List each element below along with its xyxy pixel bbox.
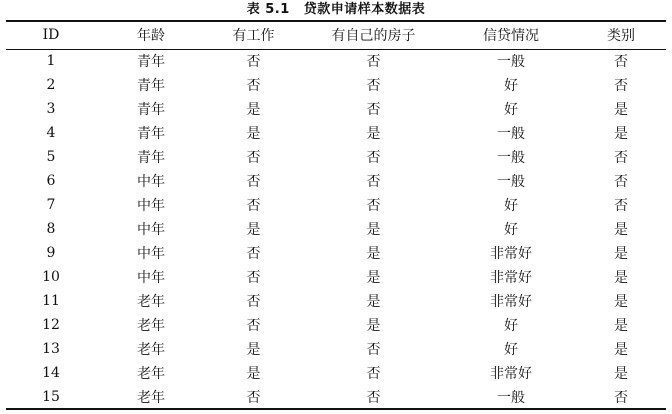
header-credit: 信贷情况 xyxy=(446,21,576,49)
cell-id: 4 xyxy=(46,125,56,141)
cell-own-house: 是 xyxy=(366,222,381,238)
cell-age: 中年 xyxy=(137,222,165,238)
cell-class: 否 xyxy=(614,78,628,94)
cell-own-house: 是 xyxy=(366,318,381,334)
cell-age: 老年 xyxy=(96,385,206,409)
cell-credit: 一般 xyxy=(497,174,525,190)
header-age: 年龄 xyxy=(96,21,206,49)
cell-credit: 非常好 xyxy=(490,246,532,262)
cell-class: 是 xyxy=(614,126,628,142)
table-header xyxy=(6,21,666,49)
cell-credit: 非常好 xyxy=(490,270,532,286)
cell-own-house: 否 xyxy=(366,102,381,118)
cell-age: 中年 xyxy=(137,198,165,214)
cell-id: 5 xyxy=(46,149,56,165)
cell-has-job: 否 xyxy=(246,150,261,166)
table-row xyxy=(6,145,666,169)
table-row xyxy=(6,337,666,361)
cell-class: 是 xyxy=(614,246,628,262)
cell-age: 老年 xyxy=(137,366,165,382)
cell-id: 2 xyxy=(46,77,56,93)
cell-age: 青年 xyxy=(137,126,165,142)
cell-age: 青年 xyxy=(137,54,165,71)
cell-id: 11 xyxy=(42,293,60,309)
cell-own-house: 是 xyxy=(366,294,381,310)
cell-own-house: 否 xyxy=(301,385,446,409)
table-body xyxy=(6,49,666,409)
cell-credit: 好 xyxy=(504,222,518,238)
cell-has-job: 是 xyxy=(246,126,261,142)
cell-own-house: 是 xyxy=(366,246,381,262)
cell-has-job: 是 xyxy=(246,222,261,238)
cell-class: 是 xyxy=(614,102,628,118)
cell-has-job: 否 xyxy=(246,318,261,334)
table-row xyxy=(6,49,666,73)
cell-has-job: 否 xyxy=(246,294,261,310)
cell-age: 青年 xyxy=(137,150,165,166)
cell-id: 1 xyxy=(46,53,56,70)
cell-credit: 一般 xyxy=(497,54,525,71)
cell-age: 青年 xyxy=(137,78,165,94)
table-row xyxy=(6,97,666,121)
table-row xyxy=(6,121,666,145)
cell-id: 8 xyxy=(46,221,56,237)
table-row xyxy=(6,265,666,289)
cell-credit: 好 xyxy=(504,342,518,358)
cell-has-job: 否 xyxy=(246,270,261,286)
cell-id: 7 xyxy=(46,197,56,213)
table-caption xyxy=(0,0,672,20)
loan-data-table xyxy=(6,20,666,410)
cell-credit: 好 xyxy=(504,198,518,214)
cell-age: 青年 xyxy=(137,102,165,118)
cell-has-job: 否 xyxy=(246,78,261,94)
cell-id: 3 xyxy=(46,101,56,117)
cell-id: 9 xyxy=(46,245,56,261)
cell-own-house: 是 xyxy=(366,126,381,142)
cell-credit: 非常好 xyxy=(490,294,532,310)
header-class: 类别 xyxy=(576,21,666,49)
cell-age: 中年 xyxy=(137,246,165,262)
cell-class: 是 xyxy=(614,270,628,286)
table-row xyxy=(6,385,666,409)
cell-own-house: 否 xyxy=(366,150,381,166)
cell-credit: 好 xyxy=(504,318,518,334)
cell-class: 否 xyxy=(614,150,628,166)
cell-own-house: 否 xyxy=(366,198,381,214)
cell-class: 否 xyxy=(614,174,628,190)
cell-age: 中年 xyxy=(137,270,165,286)
cell-class: 是 xyxy=(614,342,628,358)
cell-id: 14 xyxy=(42,365,60,381)
table-row xyxy=(6,361,666,385)
cell-credit: 好 xyxy=(504,78,518,94)
table-row xyxy=(6,313,666,337)
table-row xyxy=(6,241,666,265)
cell-class: 是 xyxy=(614,294,628,310)
cell-has-job: 是 xyxy=(246,102,261,118)
cell-has-job: 否 xyxy=(246,174,261,190)
cell-has-job: 否 xyxy=(206,385,301,409)
cell-credit: 一般 xyxy=(497,126,525,142)
cell-own-house: 否 xyxy=(366,342,381,358)
table-row xyxy=(6,73,666,97)
table-row xyxy=(6,289,666,313)
table-title: 贷款申请样本数据表 xyxy=(303,2,426,17)
cell-class: 是 xyxy=(614,222,628,238)
table-row xyxy=(6,193,666,217)
cell-class: 是 xyxy=(614,366,628,382)
cell-has-job: 否 xyxy=(246,246,261,262)
cell-id: 6 xyxy=(46,173,56,189)
cell-credit: 非常好 xyxy=(490,366,532,382)
cell-has-job: 否 xyxy=(246,54,261,71)
cell-own-house: 否 xyxy=(366,78,381,94)
cell-has-job: 否 xyxy=(246,198,261,214)
cell-credit: 一般 xyxy=(497,150,525,166)
cell-class: 否 xyxy=(576,385,666,409)
cell-credit: 一般 xyxy=(446,385,576,409)
cell-has-job: 是 xyxy=(246,342,261,358)
cell-own-house: 否 xyxy=(366,366,381,382)
cell-own-house: 否 xyxy=(366,54,381,71)
cell-id: 13 xyxy=(42,341,60,357)
cell-age: 老年 xyxy=(137,342,165,358)
header-id: ID xyxy=(6,21,96,49)
cell-class: 是 xyxy=(614,318,628,334)
cell-class: 否 xyxy=(614,54,628,71)
cell-has-job: 是 xyxy=(246,366,261,382)
cell-id: 15 xyxy=(6,385,96,409)
cell-age: 中年 xyxy=(137,174,165,190)
table-number: 表 5.1 xyxy=(246,2,290,17)
cell-credit: 好 xyxy=(504,102,518,118)
cell-id: 10 xyxy=(42,269,60,285)
cell-age: 老年 xyxy=(137,294,165,310)
table-row xyxy=(6,217,666,241)
header-has-job: 有工作 xyxy=(206,21,301,49)
cell-age: 老年 xyxy=(137,318,165,334)
cell-own-house: 否 xyxy=(366,174,381,190)
header-own-house: 有自己的房子 xyxy=(301,21,446,49)
cell-class: 否 xyxy=(614,198,628,214)
header-row xyxy=(6,21,666,49)
cell-id: 12 xyxy=(42,317,60,333)
table-row xyxy=(6,169,666,193)
cell-own-house: 是 xyxy=(366,270,381,286)
